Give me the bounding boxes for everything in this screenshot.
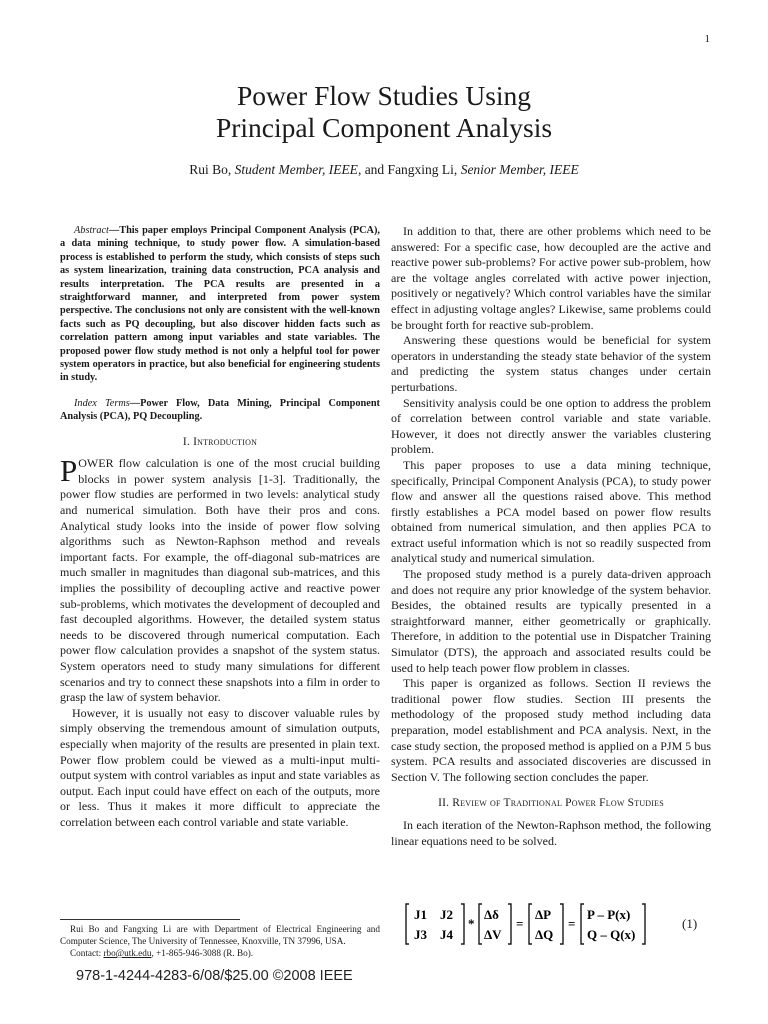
bracket-delta-pq-right	[560, 904, 563, 944]
mismatch-p: P – P(x)	[587, 907, 631, 922]
bracket-delta-x-right	[508, 904, 511, 944]
email-link[interactable]: rbo@utk.edu	[103, 948, 152, 958]
paper-title	[0, 80, 768, 144]
author-line	[0, 162, 768, 178]
mismatch-q: Q – Q(x)	[587, 927, 636, 942]
abstract-lead: Abstract	[74, 225, 109, 236]
right-paragraph-2: Answering these questions would be beneficial for system operators in understanding the steady state behavior of the system and predicting the system status changes under certain perturbations.	[391, 333, 711, 394]
footnote-affiliation: Rui Bo and Fangxing Li are with Department of Electrical Engineering and Computer Science, The University of Tennessee, Knoxville, TN 37996, USA.	[60, 924, 380, 946]
footnote-contact	[60, 947, 380, 959]
jacobian-j1: J1	[414, 907, 427, 922]
author-1-role: Student Member, IEEE	[234, 162, 358, 177]
page-number: 1	[704, 33, 710, 45]
bracket-jacobian-left	[406, 904, 409, 944]
intro-paragraph-1	[60, 453, 380, 706]
abstract-body: —This paper employs Principal Component Analysis (PCA), a data mining technique, to study power flow. A simulation-based process is established to perform the study, which consists of steps such as system linearization, training data construction, PCA analysis and results interpretation. The PCA results are presented in a straightforward manner, and interpreted from power system perspective. The conclusions not only are consistent with the well-known facts such as PQ decoupling, but also discover hidden facts such as correlation pattern among input variables and state variables. The proposed power flow study method is not only a helpful tool for power system operators in practice, but also beneficial for engineering students in study.	[60, 225, 380, 384]
footnote-contact-suffix: , +1-865-946-3088 (R. Bo).	[151, 948, 254, 958]
equals-sign-2: =	[568, 916, 576, 931]
equation-number: (1)	[682, 916, 698, 931]
right-paragraph-7: In each iteration of the Newton-Raphson method, the following linear equations need to be solved.	[391, 817, 711, 848]
delta-p: ΔP	[535, 907, 552, 922]
footnote-rule	[60, 919, 240, 920]
equals-sign-1: =	[516, 916, 524, 931]
title-line-1: Power Flow Studies Using	[236, 80, 532, 111]
section-2-heading: II. Review of Traditional Power Flow Studies	[438, 797, 664, 810]
jacobian-j4: J4	[440, 927, 453, 942]
multiply-sign: *	[468, 916, 475, 931]
bracket-jacobian-right	[461, 904, 464, 944]
index-terms-lead: Index Terms	[74, 397, 130, 409]
author-joiner: , and Fangxing Li,	[357, 162, 461, 177]
bracket-delta-x-left	[479, 904, 482, 944]
drop-cap: P	[60, 453, 78, 489]
right-column	[391, 224, 711, 849]
right-paragraph-6: This paper is organized as follows. Section II reviews the traditional power flow studies. Section III presents the methodology of the proposed study method including data preparation, model establishment and PCA analysis. Next, in the case study section, the proposed method is applied on a PJM 5 bus system. PCA results and associated discoveries are discussed in Section V. The following section concludes the paper.	[391, 676, 711, 784]
title-line-2: Principal Component Analysis	[215, 112, 553, 143]
right-paragraph-3: Sensitivity analysis could be one option to address the problem of correlation between control variable and state variable. However, it does not directly answer the variables clustering problem.	[391, 395, 711, 457]
isbn-copyright: 978-1-4244-4283-6/08/$25.00 ©2008 IEEE	[76, 968, 353, 984]
index-terms	[60, 397, 380, 424]
abstract	[60, 224, 380, 385]
jacobian-j2: J2	[440, 907, 453, 922]
bracket-delta-pq-left	[529, 904, 532, 944]
bracket-mismatch-right	[642, 904, 645, 944]
index-terms-body: —Power Flow, Data Mining, Principal Component Analysis (PCA), PQ Decoupling.	[60, 397, 380, 423]
bracket-mismatch-left	[581, 904, 584, 944]
footnote-contact-prefix: Contact:	[70, 948, 104, 958]
right-paragraph-5: The proposed study method is a purely data-driven approach and does not require any prior knowledge of the system behavior. Besides, the obtained results are typically presented in a straightforward manner, either geometrically or graphically. Therefore, in addition to the potential use in Dispatcher Training Simulator (DTS), the approach and associated results could be used to help teach power flow problem in classes.	[391, 567, 711, 675]
delta-q: ΔQ	[535, 927, 554, 942]
section-1-heading: I. Introduction	[182, 435, 258, 448]
right-paragraph-1: In addition to that, there are other problems which need to be answered: For a specific case, how decoupled are the active and reactive power sub-problems? For active power sub-problem, how are the voltage angles correlated with active power injection, positively or negatively? Which control variables have the similar effect in adjusting voltage angles? Likewise, same problems could be brought forth for reactive sub-problem.	[391, 224, 711, 332]
footnote	[60, 923, 380, 959]
right-paragraph-4: This paper proposes to use a data mining technique, specifically, Principal Component Analysis (PCA), to study power flow and answer all the questions raised above. This method firstly establishes a PCA model based on power flow results obtained from numerical simulation, and then applies PCA to extract useful information which is not so readily suspected from analytical study and numerical simulation.	[391, 457, 711, 566]
left-column	[60, 224, 380, 831]
delta-delta: Δδ	[484, 907, 499, 922]
intro-paragraph-1-text: OWER flow calculation is one of the most crucial building blocks in power system analysis [1-3]. Traditionally, the power flow studies are performed in two levels: analytical study and numerical simulation. Both have their pros and cons. Analytical study looks into the inside of power flow solving algorithms such as Newton-Raphson method and reveals important facts. For example, the off-diagonal sub-matrices are much smaller in magnitudes than diagonal sub-matrices, and this implies the possibility of decoupling active and reactive power sub-problems, which motivates the development of decoupled and fast decoupled algorithms. However, the detailed system status needs to be discovered through numerical computation. Each power flow calculation provides a snapshot of the system status. System operators need to study many simulations for different scenarios and try to connect these snapshots into a film in order to grasp the law of system behavior.	[60, 456, 380, 705]
delta-v: ΔV	[484, 927, 502, 942]
jacobian-j3: J3	[414, 927, 427, 942]
author-2-role: Senior Member, IEEE	[460, 162, 579, 177]
author-1-name: Rui Bo,	[189, 162, 235, 177]
intro-paragraph-2: However, it is usually not easy to discover valuable rules by simply observing the tremendous amount of simulation outputs, especially when majority of the results are presented in plain text. Power flow problem could be viewed as a multi-input multi-output system with control variables as input and state variables as output. Each input could have effect on each of the outputs, more or less. Thus it makes it more difficult to appreciate the correlation between each control variable and state variable.	[60, 705, 380, 829]
